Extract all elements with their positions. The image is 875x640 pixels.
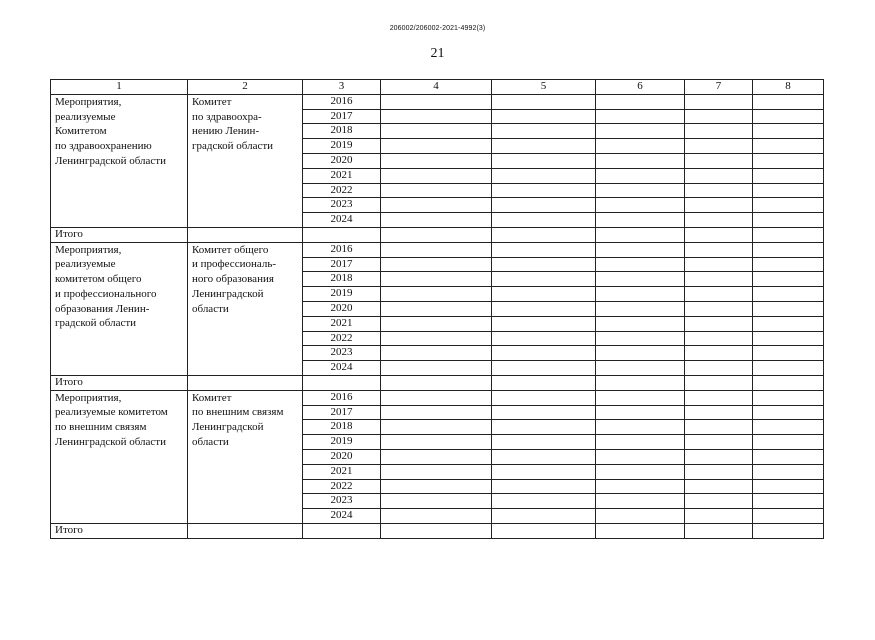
executor-line: ного образования — [192, 273, 274, 286]
measures-line: и профессионального — [55, 287, 157, 300]
empty-cell — [596, 494, 685, 509]
year-row — [51, 390, 824, 405]
column-header: 4 — [381, 80, 492, 95]
empty-cell — [685, 509, 753, 524]
empty-cell — [685, 420, 753, 435]
empty-cell — [596, 346, 685, 361]
empty-cell — [596, 227, 685, 242]
empty-cell — [492, 287, 596, 302]
empty-cell — [685, 257, 753, 272]
measures-cell — [51, 242, 188, 375]
year-cell: 2021 — [303, 168, 381, 183]
empty-cell — [753, 523, 824, 538]
empty-cell — [685, 227, 753, 242]
empty-cell — [685, 168, 753, 183]
empty-cell — [596, 375, 685, 390]
empty-cell — [596, 124, 685, 139]
total-label: Итого — [51, 375, 188, 390]
empty-cell — [596, 316, 685, 331]
empty-cell — [188, 227, 303, 242]
empty-cell — [685, 390, 753, 405]
empty-cell — [753, 494, 824, 509]
empty-cell — [596, 287, 685, 302]
empty-cell — [303, 375, 381, 390]
executor-line: градской области — [192, 139, 274, 152]
empty-cell — [753, 139, 824, 154]
empty-cell — [381, 316, 492, 331]
empty-cell — [596, 94, 685, 109]
empty-cell — [753, 390, 824, 405]
empty-cell — [685, 213, 753, 228]
executor-cell — [188, 242, 303, 375]
year-cell: 2023 — [303, 346, 381, 361]
empty-cell — [753, 272, 824, 287]
empty-cell — [685, 272, 753, 287]
empty-cell — [685, 287, 753, 302]
empty-cell — [685, 464, 753, 479]
empty-cell — [753, 449, 824, 464]
empty-cell — [492, 405, 596, 420]
empty-cell — [492, 435, 596, 450]
total-row — [51, 523, 824, 538]
empty-cell — [753, 287, 824, 302]
empty-cell — [596, 361, 685, 376]
empty-cell — [381, 227, 492, 242]
empty-cell — [188, 523, 303, 538]
measures-line: градской области — [55, 317, 137, 330]
empty-cell — [685, 449, 753, 464]
year-cell: 2017 — [303, 109, 381, 124]
empty-cell — [685, 331, 753, 346]
empty-cell — [685, 494, 753, 509]
year-cell: 2018 — [303, 272, 381, 287]
year-cell: 2024 — [303, 509, 381, 524]
empty-cell — [596, 183, 685, 198]
empty-cell — [492, 213, 596, 228]
empty-cell — [753, 153, 824, 168]
empty-cell — [753, 301, 824, 316]
measures-line: Комитетом — [55, 125, 107, 138]
empty-cell — [492, 183, 596, 198]
empty-cell — [492, 449, 596, 464]
measures-line: Ленинградской области — [55, 435, 166, 448]
empty-cell — [381, 346, 492, 361]
measures-line: реализуемые — [55, 258, 116, 271]
empty-cell — [685, 346, 753, 361]
year-cell: 2016 — [303, 94, 381, 109]
empty-cell — [753, 331, 824, 346]
empty-cell — [685, 361, 753, 376]
empty-cell — [492, 331, 596, 346]
empty-cell — [381, 464, 492, 479]
empty-cell — [596, 213, 685, 228]
empty-cell — [596, 109, 685, 124]
executor-line: нению Ленин- — [192, 125, 260, 138]
empty-cell — [685, 198, 753, 213]
measures-line: Мероприятия, — [55, 243, 122, 256]
year-row — [51, 242, 824, 257]
year-cell: 2019 — [303, 435, 381, 450]
empty-cell — [685, 242, 753, 257]
empty-cell — [685, 479, 753, 494]
empty-cell — [188, 375, 303, 390]
empty-cell — [753, 435, 824, 450]
empty-cell — [753, 198, 824, 213]
empty-cell — [596, 435, 685, 450]
empty-cell — [753, 375, 824, 390]
empty-cell — [753, 242, 824, 257]
year-cell: 2023 — [303, 494, 381, 509]
measures-line: по здравоохранению — [55, 139, 152, 152]
column-header: 5 — [492, 80, 596, 95]
empty-cell — [596, 153, 685, 168]
empty-cell — [685, 523, 753, 538]
document-id: 206002/206002-2021-4992(3) — [389, 25, 486, 32]
column-header: 1 — [51, 80, 188, 95]
executor-cell — [188, 94, 303, 227]
empty-cell — [753, 257, 824, 272]
empty-cell — [492, 420, 596, 435]
year-cell: 2016 — [303, 390, 381, 405]
empty-cell — [753, 464, 824, 479]
empty-cell — [303, 227, 381, 242]
executor-line: Ленинградской — [192, 421, 264, 434]
measures-cell — [51, 390, 188, 523]
empty-cell — [753, 405, 824, 420]
measures-line: образования Ленин- — [55, 302, 150, 315]
empty-cell — [381, 109, 492, 124]
empty-cell — [492, 494, 596, 509]
empty-cell — [492, 124, 596, 139]
empty-cell — [303, 523, 381, 538]
year-cell: 2020 — [303, 449, 381, 464]
year-row — [51, 94, 824, 109]
empty-cell — [596, 242, 685, 257]
empty-cell — [381, 494, 492, 509]
empty-cell — [596, 464, 685, 479]
executor-cell — [188, 390, 303, 523]
program-table — [50, 79, 824, 539]
empty-cell — [596, 479, 685, 494]
measures-line: реализуемые комитетом — [55, 406, 168, 419]
empty-cell — [685, 435, 753, 450]
empty-cell — [492, 361, 596, 376]
empty-cell — [381, 242, 492, 257]
year-cell: 2019 — [303, 139, 381, 154]
empty-cell — [753, 124, 824, 139]
empty-cell — [381, 361, 492, 376]
empty-cell — [492, 257, 596, 272]
empty-cell — [492, 168, 596, 183]
empty-cell — [381, 449, 492, 464]
empty-cell — [753, 509, 824, 524]
empty-cell — [685, 109, 753, 124]
empty-cell — [492, 301, 596, 316]
year-cell: 2023 — [303, 198, 381, 213]
year-cell: 2022 — [303, 479, 381, 494]
empty-cell — [685, 124, 753, 139]
empty-cell — [753, 183, 824, 198]
total-row — [51, 227, 824, 242]
empty-cell — [381, 139, 492, 154]
empty-cell — [753, 316, 824, 331]
empty-cell — [685, 183, 753, 198]
empty-cell — [596, 420, 685, 435]
empty-cell — [753, 109, 824, 124]
column-header: 6 — [596, 80, 685, 95]
empty-cell — [685, 153, 753, 168]
executor-line: и профессиональ- — [192, 258, 276, 271]
empty-cell — [381, 183, 492, 198]
total-row — [51, 375, 824, 390]
year-cell: 2021 — [303, 464, 381, 479]
empty-cell — [753, 213, 824, 228]
empty-cell — [381, 375, 492, 390]
year-cell: 2022 — [303, 331, 381, 346]
empty-cell — [596, 509, 685, 524]
executor-line: области — [192, 302, 229, 315]
empty-cell — [381, 213, 492, 228]
empty-cell — [492, 464, 596, 479]
empty-cell — [492, 242, 596, 257]
empty-cell — [492, 390, 596, 405]
empty-cell — [381, 198, 492, 213]
year-cell: 2021 — [303, 316, 381, 331]
measures-line: Мероприятия, — [55, 391, 122, 404]
empty-cell — [492, 198, 596, 213]
empty-cell — [596, 139, 685, 154]
measures-line: Ленинградской области — [55, 154, 166, 167]
empty-cell — [381, 287, 492, 302]
empty-cell — [596, 168, 685, 183]
empty-cell — [492, 316, 596, 331]
column-header: 2 — [188, 80, 303, 95]
empty-cell — [596, 390, 685, 405]
empty-cell — [381, 509, 492, 524]
empty-cell — [381, 390, 492, 405]
measures-cell — [51, 94, 188, 227]
empty-cell — [381, 257, 492, 272]
empty-cell — [492, 272, 596, 287]
empty-cell — [381, 153, 492, 168]
empty-cell — [492, 523, 596, 538]
column-header: 7 — [685, 80, 753, 95]
empty-cell — [753, 94, 824, 109]
empty-cell — [492, 153, 596, 168]
year-cell: 2017 — [303, 405, 381, 420]
empty-cell — [753, 227, 824, 242]
empty-cell — [685, 405, 753, 420]
year-cell: 2024 — [303, 361, 381, 376]
executor-line: Комитет общего — [192, 243, 269, 256]
empty-cell — [381, 94, 492, 109]
empty-cell — [381, 168, 492, 183]
empty-cell — [381, 420, 492, 435]
year-cell: 2022 — [303, 183, 381, 198]
empty-cell — [596, 198, 685, 213]
empty-cell — [596, 449, 685, 464]
year-cell: 2019 — [303, 287, 381, 302]
executor-line: Комитет — [192, 95, 232, 108]
year-cell: 2016 — [303, 242, 381, 257]
year-cell: 2017 — [303, 257, 381, 272]
empty-cell — [492, 346, 596, 361]
empty-cell — [492, 509, 596, 524]
executor-line: по внешним связям — [192, 406, 284, 419]
empty-cell — [492, 375, 596, 390]
empty-cell — [596, 272, 685, 287]
year-cell: 2024 — [303, 213, 381, 228]
header-row — [51, 80, 824, 95]
empty-cell — [381, 124, 492, 139]
measures-line: комитетом общего — [55, 273, 142, 286]
empty-cell — [685, 301, 753, 316]
empty-cell — [685, 139, 753, 154]
empty-cell — [596, 331, 685, 346]
measures-line: Мероприятия, — [55, 95, 122, 108]
empty-cell — [381, 272, 492, 287]
empty-cell — [492, 94, 596, 109]
empty-cell — [596, 257, 685, 272]
year-cell: 2018 — [303, 420, 381, 435]
column-header: 3 — [303, 80, 381, 95]
empty-cell — [753, 346, 824, 361]
total-label: Итого — [51, 227, 188, 242]
table-body — [51, 80, 824, 539]
empty-cell — [596, 301, 685, 316]
empty-cell — [381, 405, 492, 420]
executor-line: по здравоохра- — [192, 110, 262, 123]
empty-cell — [381, 301, 492, 316]
empty-cell — [492, 109, 596, 124]
executor-line: Комитет — [192, 391, 232, 404]
empty-cell — [381, 523, 492, 538]
empty-cell — [492, 479, 596, 494]
page-number: 21 — [430, 46, 445, 61]
measures-line: реализуемые — [55, 110, 116, 123]
total-label: Итого — [51, 523, 188, 538]
empty-cell — [596, 523, 685, 538]
executor-line: области — [192, 435, 229, 448]
empty-cell — [753, 479, 824, 494]
column-header: 8 — [753, 80, 824, 95]
empty-cell — [753, 361, 824, 376]
empty-cell — [596, 405, 685, 420]
executor-line: Ленинградской — [192, 287, 264, 300]
empty-cell — [685, 375, 753, 390]
empty-cell — [381, 479, 492, 494]
empty-cell — [685, 316, 753, 331]
empty-cell — [685, 94, 753, 109]
measures-line: по внешним связям — [55, 421, 147, 434]
empty-cell — [381, 331, 492, 346]
empty-cell — [753, 168, 824, 183]
empty-cell — [492, 139, 596, 154]
year-cell: 2018 — [303, 124, 381, 139]
year-cell: 2020 — [303, 301, 381, 316]
year-cell: 2020 — [303, 153, 381, 168]
empty-cell — [492, 227, 596, 242]
empty-cell — [753, 420, 824, 435]
empty-cell — [381, 435, 492, 450]
